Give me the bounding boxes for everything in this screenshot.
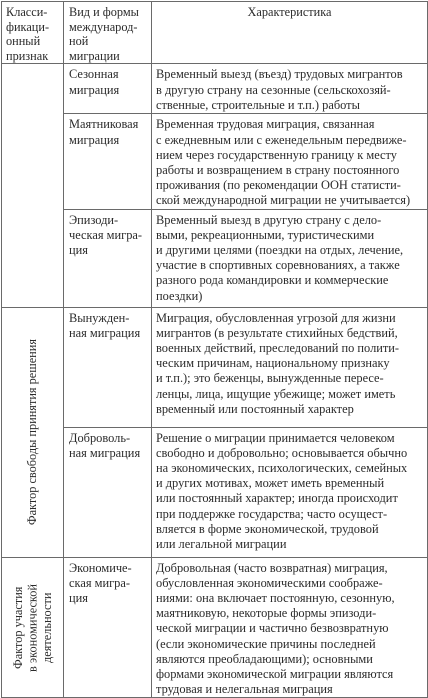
group-cell-unlabeled	[2, 64, 64, 307]
table-row	[2, 307, 428, 427]
header-migration-kind-text: Вид и формы международ- ной миграции	[69, 5, 139, 63]
table-row	[2, 209, 428, 307]
header-classification-feature	[2, 2, 64, 64]
table-row	[2, 114, 428, 209]
kind-text: Эпизоди- ческая мигра- ция	[69, 212, 143, 257]
group-label: Фактор свободы принятия решения	[25, 339, 40, 526]
description-text: Временный выезд в другую страну с дело- выми, рекреационными, туристическими и другими целями (поездки на отдых, лечение, участие в спортивных соревнованиях, а также разного рода командировки и коммерческие поездки)	[156, 212, 404, 303]
header-characteristic	[152, 2, 428, 64]
header-migration-kind	[64, 2, 152, 64]
description-text: Решение о миграции принимается человеком свободно и добровольно; основывается обычно на экономических, психологических, семейных и других мотивах, может иметь временный или постоянный характер; иногда происходит при поддержке государства; часто осущест- вляется в форме экономической, трудовой или легальной миграции	[156, 430, 408, 552]
table-row	[2, 427, 428, 557]
description-cell	[152, 114, 428, 209]
migration-classification-table	[1, 1, 427, 697]
description-text: Миграция, обусловленная угрозой для жизни мигрантов (в результате стихийных бедствий, военных действий, преследований по полити- ческим причинам, национальному признаку и т.п.); это беженцы, вынужденные пересе- ленцы, лица, ищущие убежище; может иметь временный или постоянный характер	[156, 310, 400, 416]
description-cell	[152, 209, 428, 307]
kind-cell	[64, 427, 152, 557]
table-row	[2, 557, 428, 698]
description-cell	[152, 557, 428, 698]
group-label: Фактор участия в экономической деятельности	[10, 583, 54, 672]
kind-text: Экономиче- ская мигра- ция	[69, 560, 132, 605]
kind-text: Маятниковая миграция	[69, 117, 139, 147]
kind-cell	[64, 557, 152, 698]
kind-cell	[64, 64, 152, 114]
description-cell	[152, 64, 428, 114]
header-classification-feature-text: Класси- фикаци- онный признак	[6, 5, 50, 63]
description-text: Временная трудовая миграция, связанная с ежедневным или с еженедельным передвиже- нием через государственную границу к месту работы и возвращением в страну постоянного проживания (по рекомендации ООН статисти- ской международной миграции не учитывается)	[156, 117, 411, 208]
description-text: Временный выезд (въезд) трудовых мигрантов в другую страну на сезонные (сельскохозяй- ственные, строительные и т.п.) работы	[156, 67, 403, 112]
header-characteristic-text: Характеристика	[247, 5, 332, 19]
description-cell	[152, 427, 428, 557]
table-row	[2, 64, 428, 114]
group-cell-decision-freedom	[2, 307, 64, 557]
description-text: Добровольная (часто возвратная) миграция, обусловленная экономическими соображе- ниями: она включает постоянную, сезонную, маятниковую, некоторые формы эпизоди- ческой миграции и частично безвозвратную (если экономические причины последней являются преобладающими); основными формами экономической миграции являются трудовая и нелегальная миграция	[156, 560, 395, 697]
table-header-row	[2, 2, 428, 64]
kind-text: Вынужден- ная миграция	[69, 310, 141, 340]
kind-text: Доброволь- ная миграция	[69, 430, 141, 460]
group-cell-economic-activity	[2, 557, 64, 698]
description-cell	[152, 307, 428, 427]
kind-text: Сезонная миграция	[69, 67, 120, 97]
kind-cell	[64, 209, 152, 307]
kind-cell	[64, 307, 152, 427]
kind-cell	[64, 114, 152, 209]
